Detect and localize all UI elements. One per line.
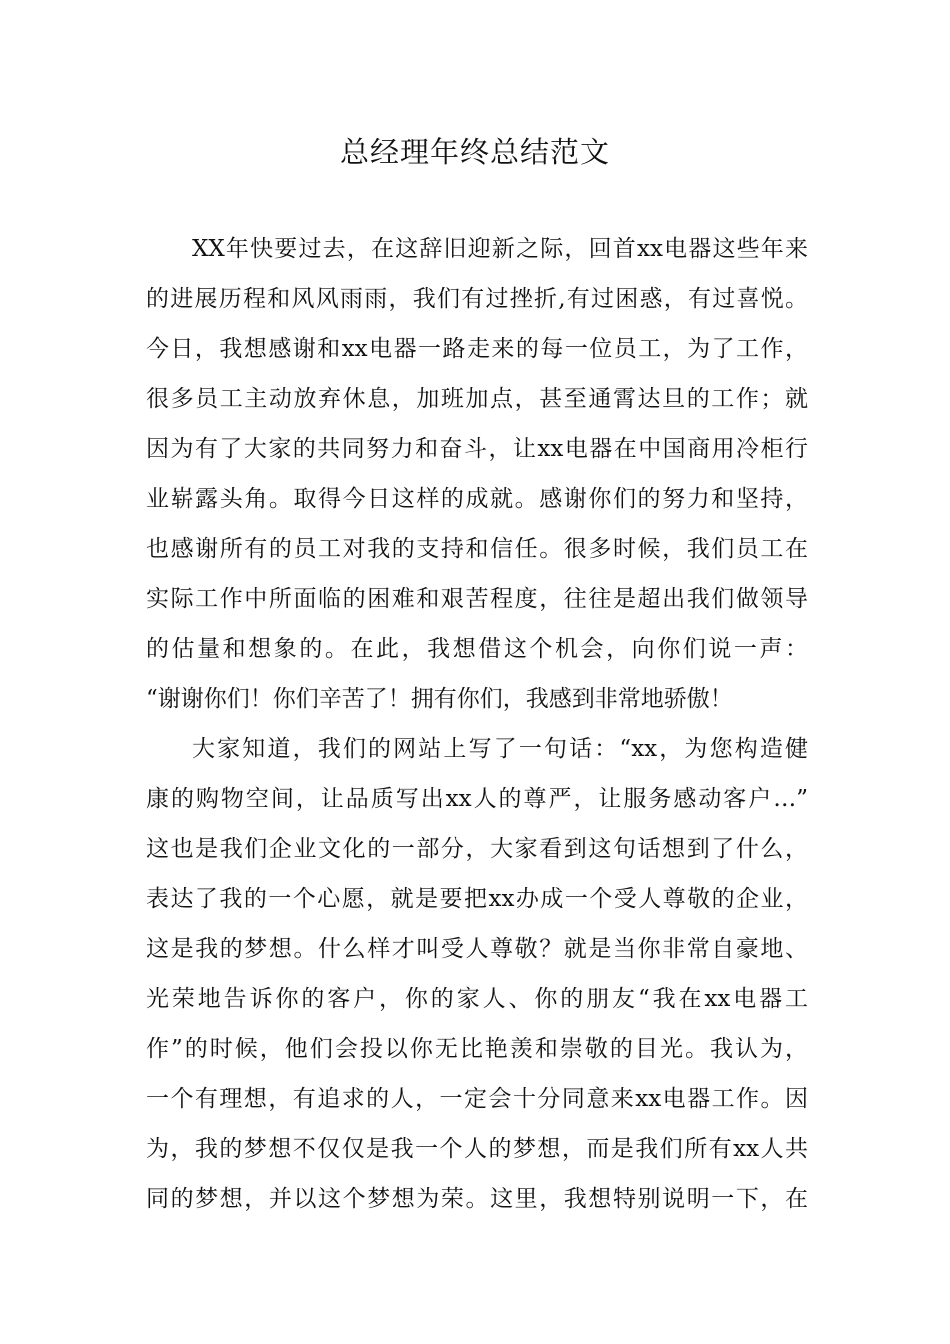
paragraph-line: 光荣地告诉你的客户，你的家人、你的朋友“我在xx电器工	[146, 986, 808, 1012]
paragraph-line: 康的购物空间，让品质写出xx人的尊严，让服务感动客户…”	[146, 786, 808, 812]
paragraph-line: 大家知道，我们的网站上写了一句话：“xx，为您构造健	[192, 736, 808, 762]
paragraph-line: 的进展历程和风风雨雨，我们有过挫折,有过困惑，有过喜悦。	[146, 286, 808, 312]
paragraph-line: 同的梦想，并以这个梦想为荣。这里，我想特别说明一下，在	[146, 1186, 808, 1212]
paragraph-line: 也感谢所有的员工对我的支持和信任。很多时候，我们员工在	[146, 536, 808, 562]
paragraph-line: 很多员工主动放弃休息，加班加点，甚至通霄达旦的工作；就	[146, 386, 808, 412]
paragraph-line: 业崭露头角。取得今日这样的成就。感谢你们的努力和坚持，	[146, 486, 808, 512]
paragraph-line: XX年快要过去，在这辞旧迎新之际，回首xx电器这些年来	[192, 236, 808, 262]
paragraph-line: 实际工作中所面临的困难和艰苦程度，往往是超出我们做领导	[146, 586, 808, 612]
paragraph-line: “谢谢你们！你们辛苦了！拥有你们，我感到非常地骄傲！	[146, 686, 733, 712]
document-title: 总经理年终总结范文	[339, 135, 610, 169]
paragraph-line: 为，我的梦想不仅仅是我一个人的梦想，而是我们所有xx人共	[146, 1136, 808, 1162]
paragraph-line: 的估量和想象的。在此，我想借这个机会，向你们说一声：	[146, 636, 808, 662]
paragraph-line: 今日，我想感谢和xx电器一路走来的每一位员工，为了工作，	[146, 336, 808, 362]
paragraph-line: 这是我的梦想。什么样才叫受人尊敬？就是当你非常自豪地、	[146, 936, 808, 962]
paragraph-line: 这也是我们企业文化的一部分，大家看到这句话想到了什么，	[146, 836, 808, 862]
paragraph-line: 一个有理想，有追求的人，一定会十分同意来xx电器工作。因	[146, 1086, 808, 1112]
document-body	[146, 224, 808, 1224]
paragraph-line: 因为有了大家的共同努力和奋斗，让xx电器在中国商用冷柜行	[146, 436, 808, 462]
paragraph-line: 作”的时候，他们会投以你无比艳羡和崇敬的目光。我认为，	[146, 1036, 808, 1062]
paragraph-line: 表达了我的一个心愿，就是要把xx办成一个受人尊敬的企业，	[146, 886, 808, 912]
